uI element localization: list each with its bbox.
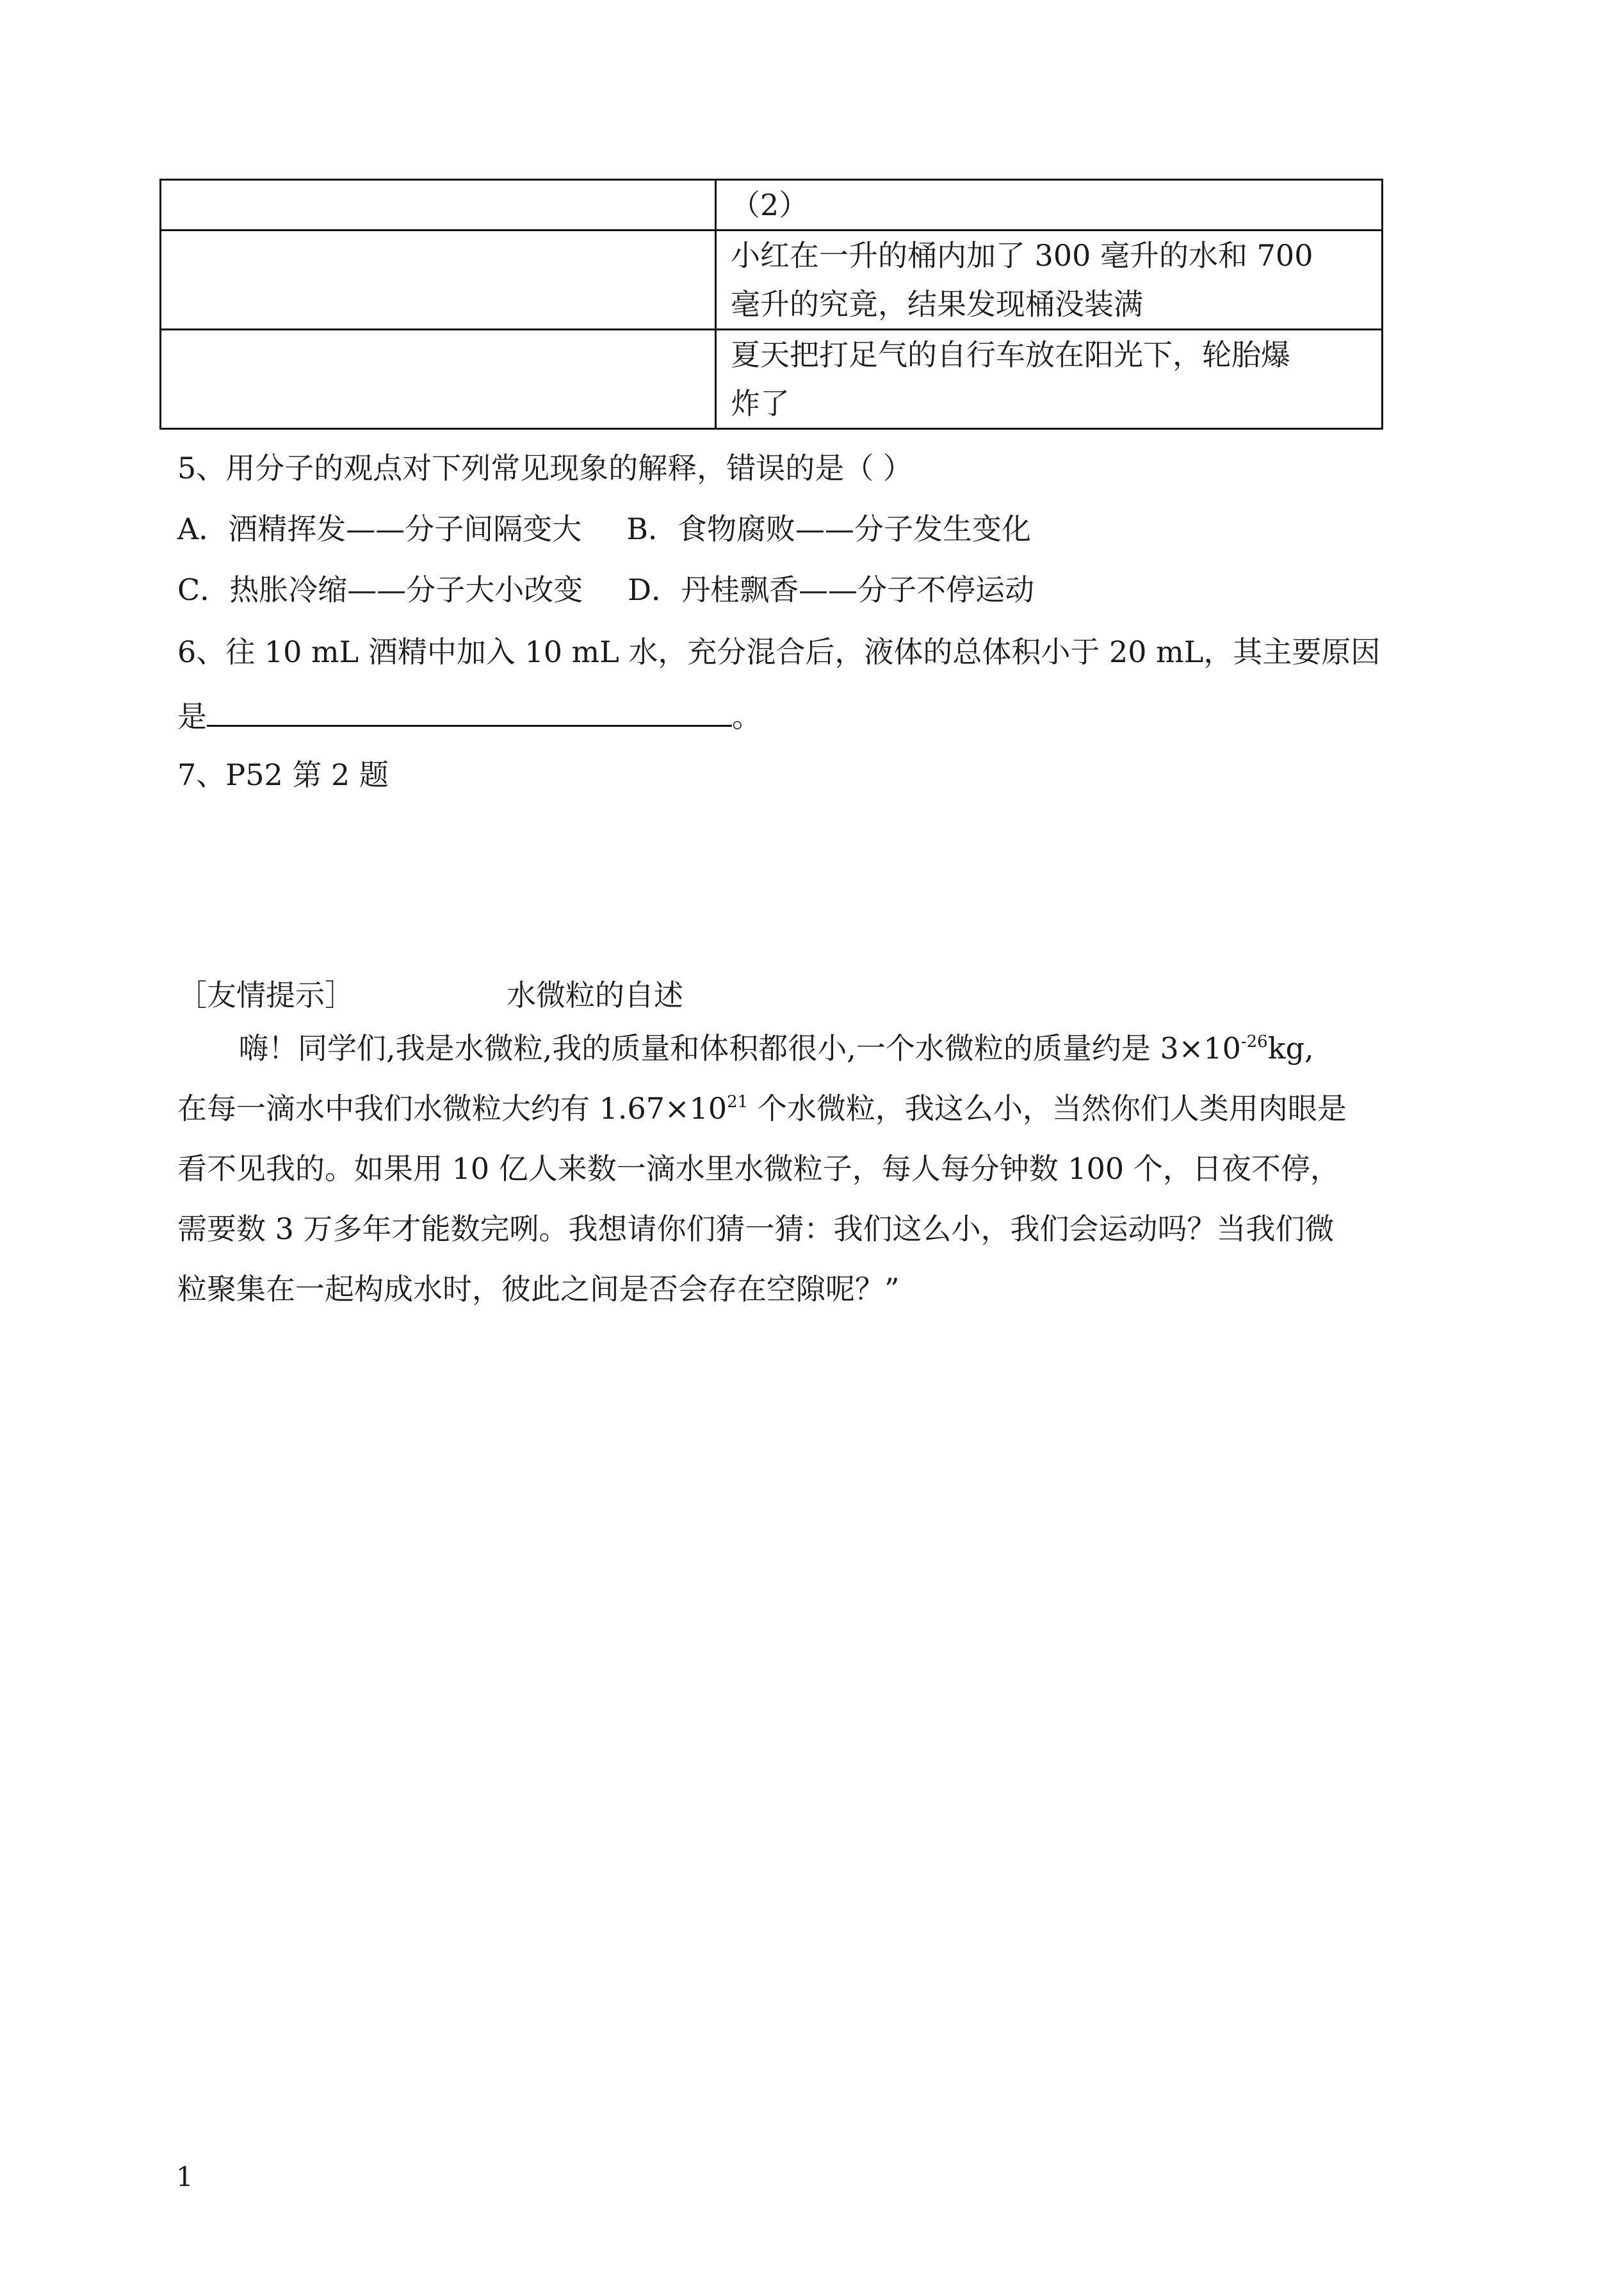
- table-cell-explanation: [161, 330, 716, 429]
- answer-blank[interactable]: [207, 694, 732, 727]
- cell-text-line: 小红在一升的桶内加了 300 毫升的水和 700: [731, 238, 1313, 273]
- cell-text-line: 毫升的究竟，结果发现桶没装满: [731, 287, 1143, 321]
- option-c: C．热胀冷缩——分子大小改变: [177, 572, 583, 607]
- table-cell-explanation: [161, 180, 716, 231]
- paragraph-line: 看不见我的。如果用 10 亿人来数一滴水里水微粒子，每人每分钟数 100 个，日夜不停，: [177, 1151, 1340, 1186]
- cell-text-line: 炸了: [731, 386, 790, 421]
- table-row: [161, 180, 1383, 231]
- option-b: B．食物腐败——分子发生变化: [626, 512, 1032, 546]
- option-a: A．酒精挥发——分子间隔变大: [177, 512, 582, 546]
- text-span: 个水微粒，我这么小，当然你们人类用肉眼是: [748, 1091, 1347, 1126]
- paragraph-line: 需要数 3 万多年才能数完咧。我想请你们猜一猜：我们这么小，我们会运动吗？当我们微: [177, 1212, 1335, 1246]
- tip-label: ［友情提示］: [177, 978, 354, 1012]
- table-cell-phenomenon: [716, 330, 1383, 429]
- tip-paragraph: [177, 1018, 1465, 1319]
- question-5-stem: 5、用分子的观点对下列常见现象的解释，错误的是（ ）: [177, 451, 913, 485]
- table-row: [161, 330, 1383, 429]
- question-5-options-cd: [177, 571, 1034, 609]
- question-5-options-ab: [177, 510, 1031, 548]
- paragraph-line: [177, 1018, 1465, 1078]
- table-cell-phenomenon: （2）: [716, 180, 1383, 231]
- table-cell-phenomenon: [716, 231, 1383, 330]
- question-6-suffix: 。: [732, 699, 761, 734]
- question-6-prefix: 是: [177, 699, 207, 734]
- question-6-line-2: [177, 694, 761, 736]
- page-number: 1: [176, 2161, 193, 2193]
- table-row: [161, 231, 1383, 330]
- text-span: kg,: [1267, 1031, 1314, 1066]
- paragraph-line: [177, 1078, 1465, 1139]
- table-cell-explanation: [161, 231, 716, 330]
- phenomena-table: [159, 179, 1383, 430]
- tip-title: 水微粒的自述: [507, 978, 683, 1012]
- exponent: -26: [1240, 1032, 1268, 1051]
- paragraph-line: 粒聚集在一起构成水时，彼此之间是否会存在空隙呢？”: [177, 1272, 900, 1306]
- text-span: 在每一滴水中我们水微粒大约有 1.67×10: [177, 1091, 727, 1126]
- exponent: 21: [727, 1092, 749, 1112]
- question-6-line-1: 6、往 10 mL 酒精中加入 10 mL 水，充分混合后，液体的总体积小于 20 mL，其主要原因: [177, 635, 1381, 669]
- question-7: 7、P52 第 2 题: [177, 758, 389, 792]
- tip-header: [177, 972, 683, 1014]
- text-span: 嗨！同学们,我是水微粒,我的质量和体积都很小,一个水微粒的质量约是 3×10: [239, 1031, 1241, 1066]
- cell-text-line: 夏天把打足气的自行车放在阳光下，轮胎爆: [731, 337, 1290, 372]
- option-d: D．丹桂飘香——分子不停运动: [628, 572, 1035, 607]
